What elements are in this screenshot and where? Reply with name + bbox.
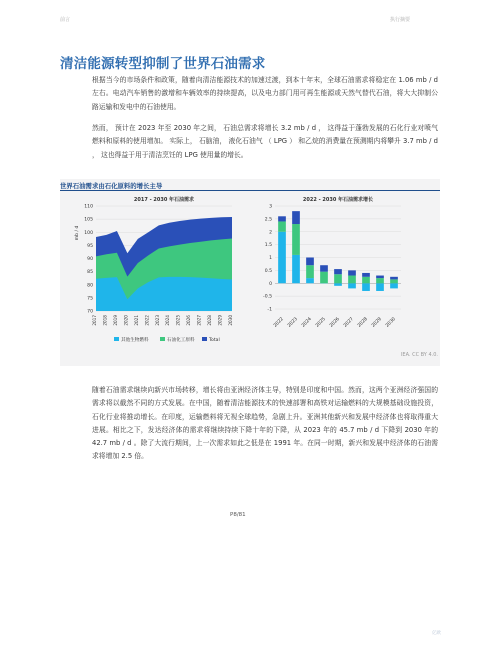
paragraph-2: 然而， 预计在 2023 年至 2030 年之间， 石油总需求将增长 3.2 mb / d ， 这得益于蓬勃发展的石化行业对喷气燃料和原料的使用增加。 实际上， 石脑油， 液化石油气 （ LPG ） 和乙烷的消费量在预测期内将攀升 3.7 mb / d ， 这也得益于用于清洁烹饪的 LPG 使用量的增长。	[92, 124, 438, 159]
chart2-bar-segment	[376, 283, 384, 291]
chart1-ytick: 70	[87, 309, 93, 315]
chart2-bar-segment	[348, 270, 356, 275]
chart1-legend-label: 石油化工原料	[167, 338, 195, 343]
chart2-bar-segment	[292, 255, 300, 283]
chart2-ytick: 1.5	[264, 243, 272, 249]
chart1-ytick: 110	[84, 204, 93, 210]
chart2-bar-segment	[376, 276, 384, 279]
chart1-legend-label: Total	[209, 338, 220, 343]
chart1-xtick: 2021	[133, 315, 139, 326]
chart2-xtick: 2023	[287, 316, 299, 329]
chart2-bar-segment	[278, 232, 286, 284]
chart1-xtick: 2022	[144, 315, 150, 326]
chart1-ylabel: mb / d	[75, 225, 80, 241]
chart1-ytick: 95	[87, 243, 93, 249]
chart2-bar-segment	[292, 224, 300, 255]
chart2-ytick: 3	[269, 204, 272, 210]
chart2-bar-segment	[390, 283, 398, 288]
figure-title: 世界石油需求由石化原料的增长主导	[60, 182, 163, 190]
chart1-xtick: 2030	[228, 315, 233, 326]
chart2-bar-segment	[390, 279, 398, 283]
chart2-xtick: 2025	[315, 316, 327, 329]
chart2-bar-segment	[320, 265, 328, 271]
chart1-title: 2017 - 2030 年石油需求	[133, 197, 195, 203]
chart1-legend-swatch	[160, 337, 165, 341]
chart2-bar-segment	[306, 258, 314, 266]
chart1-ytick: 80	[87, 283, 93, 289]
chart2-bar-segment	[362, 283, 370, 291]
chart2-bar-segment	[334, 283, 342, 286]
area-chart	[74, 193, 238, 350]
header-right: 执行摘要	[389, 17, 410, 23]
chart2-xtick: 2022	[273, 316, 285, 329]
chart1-xtick: 2020	[123, 315, 129, 326]
figure-source: IEA. CC BY 4.0.	[400, 352, 438, 358]
chart2-ytick: 2	[269, 230, 272, 236]
chart1-xtick: 2019	[112, 315, 118, 326]
chart2-ytick: -0.5	[263, 294, 272, 300]
chart2-bar-segment	[348, 283, 356, 288]
chart2-xtick: 2026	[329, 316, 341, 329]
chart2-ytick: 0	[269, 281, 272, 287]
chart2-bar-segment	[278, 221, 286, 231]
chart2-ytick: -1	[267, 307, 272, 313]
header-left: 前言	[60, 17, 71, 23]
chart1-xtick: 2024	[165, 315, 171, 326]
chart2-bar-segment	[362, 273, 370, 277]
chart2-bar-segment	[306, 278, 314, 283]
chart2-bar-segment	[278, 216, 286, 221]
chart2-bar-segment	[348, 276, 356, 284]
chart2-bar-segment	[334, 274, 342, 283]
chart2-xtick: 2024	[301, 316, 313, 329]
chart1-area-0	[96, 277, 232, 311]
chart2-bar-segment	[376, 278, 384, 283]
chart2-ytick: 1	[269, 256, 272, 262]
chart1-legend-swatch	[202, 337, 207, 341]
chart1-xtick: 2018	[102, 315, 108, 326]
chart2-ytick: 2.5	[264, 217, 272, 223]
chart1-legend-label: 其他生物燃料	[121, 338, 149, 343]
figure-title-underline	[60, 190, 440, 191]
chart2-bar-segment	[306, 265, 314, 278]
chart2-ytick: 0.5	[264, 268, 272, 274]
chart2-bar-segment	[320, 272, 328, 284]
chart1-ytick: 85	[87, 270, 93, 276]
chart2-bar-segment	[362, 277, 370, 283]
chart2-bar-segment	[292, 211, 300, 224]
chart2-title: 2022 - 2030 年石油需求增长	[302, 197, 374, 203]
chart1-xtick: 2023	[154, 315, 160, 326]
paragraph-3: 随着石油需求继续向新兴市场转移，增长将由亚洲经济体主导，特别是印度和中国。然而，这两个亚洲经济强国的需求将以截然不同的方式发展。在中国，随着清洁能源技术的快速部署和高铁对运输燃料的大规模基础设施投资，石化行业将推动增长。在印度，运输燃料将无视全球趋势，急剧上升。亚洲其他新兴和发展中经济体也将取得重大进展。相比之下，发达经济体的需求将继续持续下降十年的下降，从 2023 年的 45.7 mb / d 下降到 2030 年的 42.7 mb / d 。除了大流行期间，上一次需求如此之低是在 1991 年。在同一时期，新兴和发展中经济体的石油需求将增加 2.5 倍。	[92, 386, 438, 461]
chart1-xtick: 2029	[217, 315, 223, 326]
chart1-xtick: 2027	[196, 315, 202, 326]
chart2-xtick: 2029	[371, 316, 383, 329]
paragraph-1: 根据当今的市场条件和政策，随着向清洁能源技术的加速过渡，到本十年末，全球石油需求将稳定在 1.06 mb / d 左右。电动汽车销售的激增和车辆效率的持续提高，以及电力部门用可再生能源或天然气替代石油，将大大抑制公路运输和发电中的石油使用。	[92, 76, 438, 111]
chart2-xtick: 2028	[357, 316, 369, 329]
chart2-bar-segment	[334, 269, 342, 274]
corner-mark: 亿欧	[432, 631, 441, 636]
chart1-ytick: 75	[87, 296, 93, 302]
bar-chart	[255, 193, 403, 350]
chart2-xtick: 2030	[385, 316, 397, 329]
chart2-bar-segment	[390, 277, 398, 280]
chart1-xtick: 2025	[175, 315, 181, 326]
chart2-xtick: 2027	[343, 316, 355, 329]
chart1-legend-swatch	[114, 337, 119, 341]
chart1-xtick: 2028	[207, 315, 213, 326]
chart1-xtick: 2017	[92, 315, 97, 326]
section-title: 清洁能源转型抑制了世界石油需求	[60, 56, 266, 72]
page-number: P8/81	[230, 512, 246, 518]
chart1-xtick: 2026	[186, 315, 192, 326]
chart1-ytick: 90	[87, 257, 93, 263]
chart1-ytick: 105	[84, 217, 93, 223]
chart1-ytick: 100	[84, 230, 93, 236]
